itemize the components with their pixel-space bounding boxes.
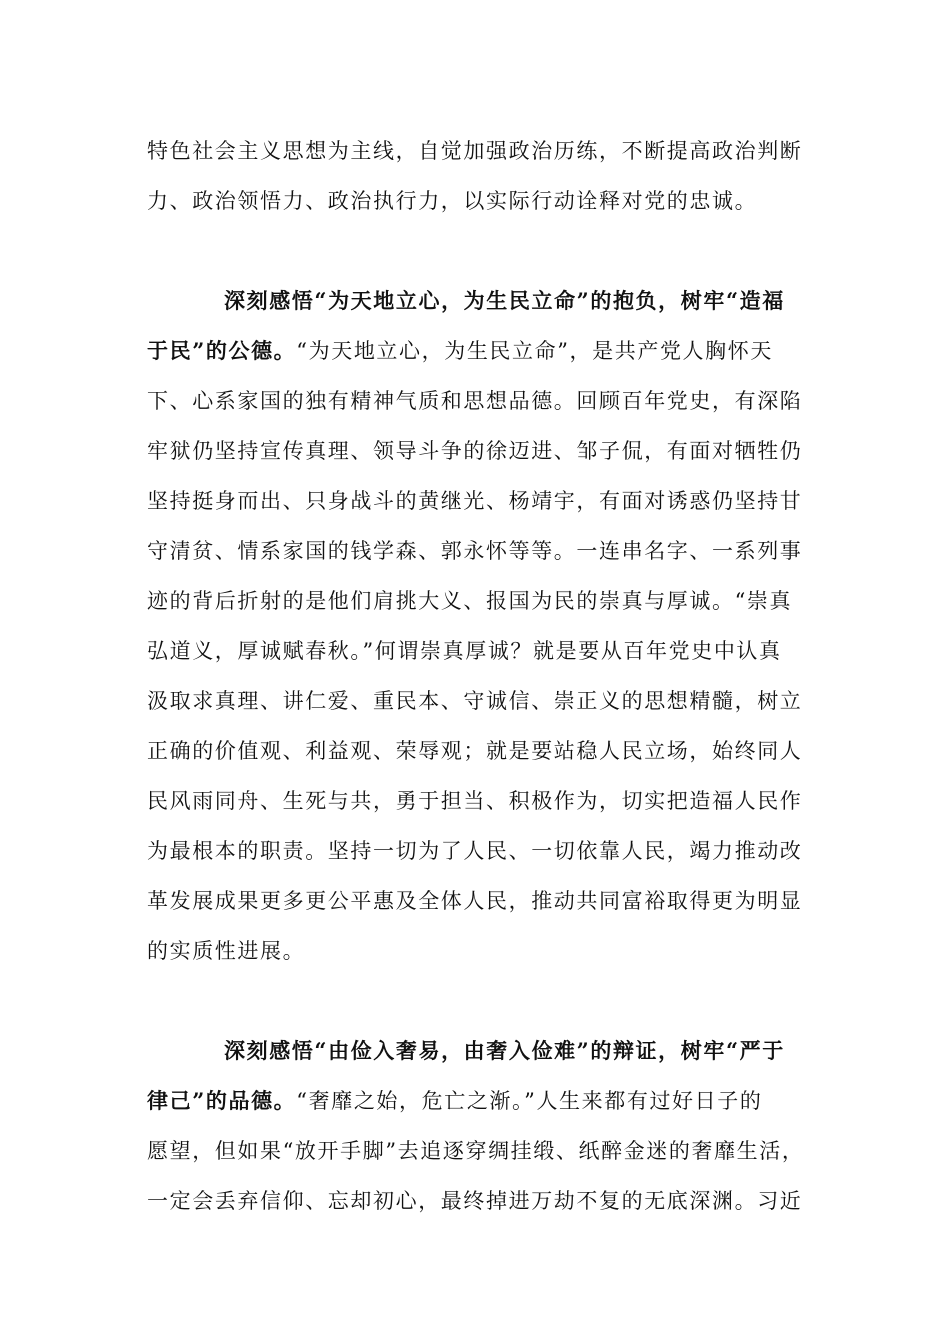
text-line <box>147 336 807 366</box>
text-line: 革发展成果更多更公平惠及全体人民，推动共同富裕取得更为明显 <box>147 889 803 913</box>
text-line: 为最根本的职责。坚持一切为了人民、一切依靠人民，竭力推动改 <box>147 839 803 863</box>
section-heading-end: 于民”的公德。 <box>147 338 297 363</box>
text-line: 牢狱仍坚持宣传真理、领导斗争的徐迈进、邹子侃，有面对牺牲仍 <box>147 439 803 463</box>
text-line: 汲取求真理、讲仁爱、重民本、守诚信、崇正义的思想精髓，树立 <box>147 689 803 713</box>
text-line <box>147 1086 807 1116</box>
text-line: 正确的价值观、利益观、荣辱观；就是要站稳人民立场，始终同人 <box>147 739 803 763</box>
section-heading: 深刻感悟“为天地立心，为生民立命”的抱负，树牢“造福 <box>224 288 785 313</box>
section-heading-end: 律己”的品德。 <box>147 1088 297 1113</box>
text-line: 的实质性进展。 <box>147 939 306 963</box>
text-line: 特色社会主义思想为主线，自觉加强政治历练，不断提高政治判断 <box>147 139 803 163</box>
text-line: 民风雨同舟、生死与共，勇于担当、积极作为，切实把造福人民作 <box>147 789 803 813</box>
text-line: 一定会丢弃信仰、忘却初心，最终掉进万劫不复的无底深渊。习近 <box>147 1189 803 1213</box>
section-heading: 深刻感悟“由俭入奢易，由奢入俭难”的辩证，树牢“严于 <box>224 1038 785 1063</box>
text-line: 守清贫、情系家国的钱学森、郭永怀等等。一连串名字、一系列事 <box>147 539 803 563</box>
text-line: 下、心系家国的独有精神气质和思想品德。回顾百年党史，有深陷 <box>147 389 803 413</box>
text-line: 愿望，但如果“放开手脚”去追逐穿绸挂缎、纸醉金迷的奢靡生活， <box>147 1139 805 1163</box>
text-segment: “为天地立心，为生民立命”，是共产党人胸怀天 <box>296 339 773 363</box>
text-line: 坚持挺身而出、只身战斗的黄继光、杨靖宇，有面对诱惑仍坚持甘 <box>147 489 803 513</box>
text-line: 迹的背后折射的是他们肩挑大义、报国为民的崇真与厚诚。“崇真 <box>147 589 793 613</box>
text-line: 弘道义，厚诚赋春秋。”何谓崇真厚诚？就是要从百年党史中认真 <box>147 639 782 663</box>
text-line: 力、政治领悟力、政治执行力，以实际行动诠释对党的忠诚。 <box>147 189 758 213</box>
text-segment: “奢靡之始，危亡之渐。”人生来都有过好日子的 <box>296 1089 763 1113</box>
